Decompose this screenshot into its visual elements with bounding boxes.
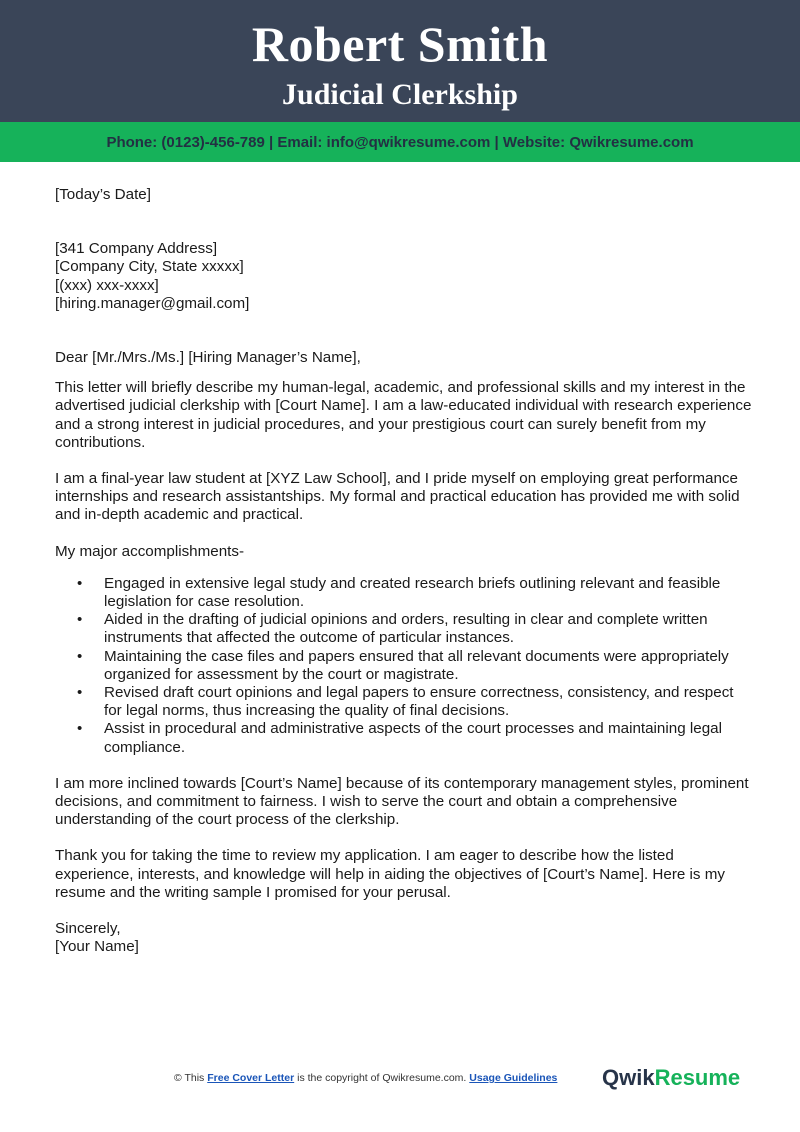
signature-name: [Your Name] — [55, 938, 139, 956]
bullet-icon: • — [77, 720, 83, 738]
list-item-text: Engaged in extensive legal study and created research briefs outlining relevant and feasible legislation for case resolution. — [104, 574, 721, 611]
letter-body — [55, 186, 755, 957]
bullet-icon: • — [77, 647, 83, 665]
closing-paragraph: Thank you for taking the time to review my application. I am eager to describe how the listed experience, interests, and knowledge will help in aiding the objectives of [Court’s Name]. Here is my resume and the writing sample I promised for your perusal. — [55, 847, 725, 901]
recipient-address — [55, 240, 755, 313]
free-cover-letter-link[interactable]: Free Cover Letter — [207, 1072, 295, 1084]
usage-guidelines-link[interactable]: Usage Guidelines — [469, 1072, 558, 1084]
copyright-notice — [174, 1072, 557, 1084]
list-item — [55, 648, 755, 684]
letter-date: [Today’s Date] — [55, 186, 151, 203]
education-paragraph: I am a final-year law student at [XYZ Law School], and I pride myself on employing great performance internships and research assistantships. My formal and practical education has provided me with solid and in-depth academic and practical. — [55, 470, 740, 524]
list-item-text: Aided in the drafting of judicial opinions and orders, resulting in clear and complete written instruments that affected the outcome of particular instances. — [104, 611, 708, 647]
bullet-icon: • — [77, 684, 83, 702]
address-line: [hiring.manager@gmail.com] — [55, 294, 250, 312]
list-item-text: Revised draft court opinions and legal papers to ensure correctness, consistency, and respect for legal norms, thus increasing the quality of final decisions. — [104, 684, 734, 720]
header-banner — [0, 0, 800, 122]
list-item — [55, 684, 755, 720]
accomplishments-title: My major accomplishments- — [55, 542, 245, 560]
salutation: Dear [Mr./Mrs./Ms.] [Hiring Manager’s Name], — [55, 349, 361, 367]
copyright-prefix: © This — [174, 1072, 205, 1084]
job-title: Judicial Clerkship — [282, 78, 518, 111]
address-line: [Company City, State xxxxx] — [55, 258, 244, 276]
list-item — [55, 611, 755, 647]
sign-off — [55, 920, 755, 956]
address-line: [341 Company Address] — [55, 240, 218, 258]
list-item-text: Maintaining the case files and papers ensured that all relevant documents were appropriately organized for assessment by the court or magistrate. — [104, 647, 729, 683]
logo-part-qwik: Qwik — [602, 1065, 655, 1090]
copyright-middle: is the copyright of Qwikresume.com. — [297, 1072, 467, 1084]
address-line: [(xxx) xxx-xxxx] — [55, 276, 159, 294]
closing-word: Sincerely, — [55, 920, 121, 938]
contact-bar: Phone: (0123)-456-789 | Email: info@qwikresume.com | Website: Qwikresume.com — [0, 122, 800, 162]
logo-part-resume: Resume — [654, 1065, 741, 1090]
motivation-paragraph: I am more inclined towards [Court’s Name] because of its contemporary management styles, prominent decisions, and commitment to fairness. I wish to serve the court and obtain a comprehensive understanding of the court process of the clerkship. — [55, 774, 749, 829]
list-item-text: Assist in procedural and administrative aspects of the court processes and maintaining legal compliance. — [104, 720, 722, 756]
intro-paragraph: This letter will briefly describe my human-legal, academic, and professional skills and my interest in the advertised judicial clerkship with [Court Name]. I am a law-educated individual with research experience and a strong interest in judicial procedures, and your prestigious court can surely benefit from my contributions. — [55, 379, 752, 451]
footer — [0, 1064, 800, 1094]
bullet-icon: • — [77, 574, 83, 592]
accomplishments-list — [55, 575, 755, 757]
bullet-icon: • — [77, 611, 83, 629]
applicant-name: Robert Smith — [251, 16, 549, 72]
qwikresume-logo — [602, 1064, 740, 1092]
list-item — [55, 720, 755, 756]
list-item — [55, 575, 755, 611]
